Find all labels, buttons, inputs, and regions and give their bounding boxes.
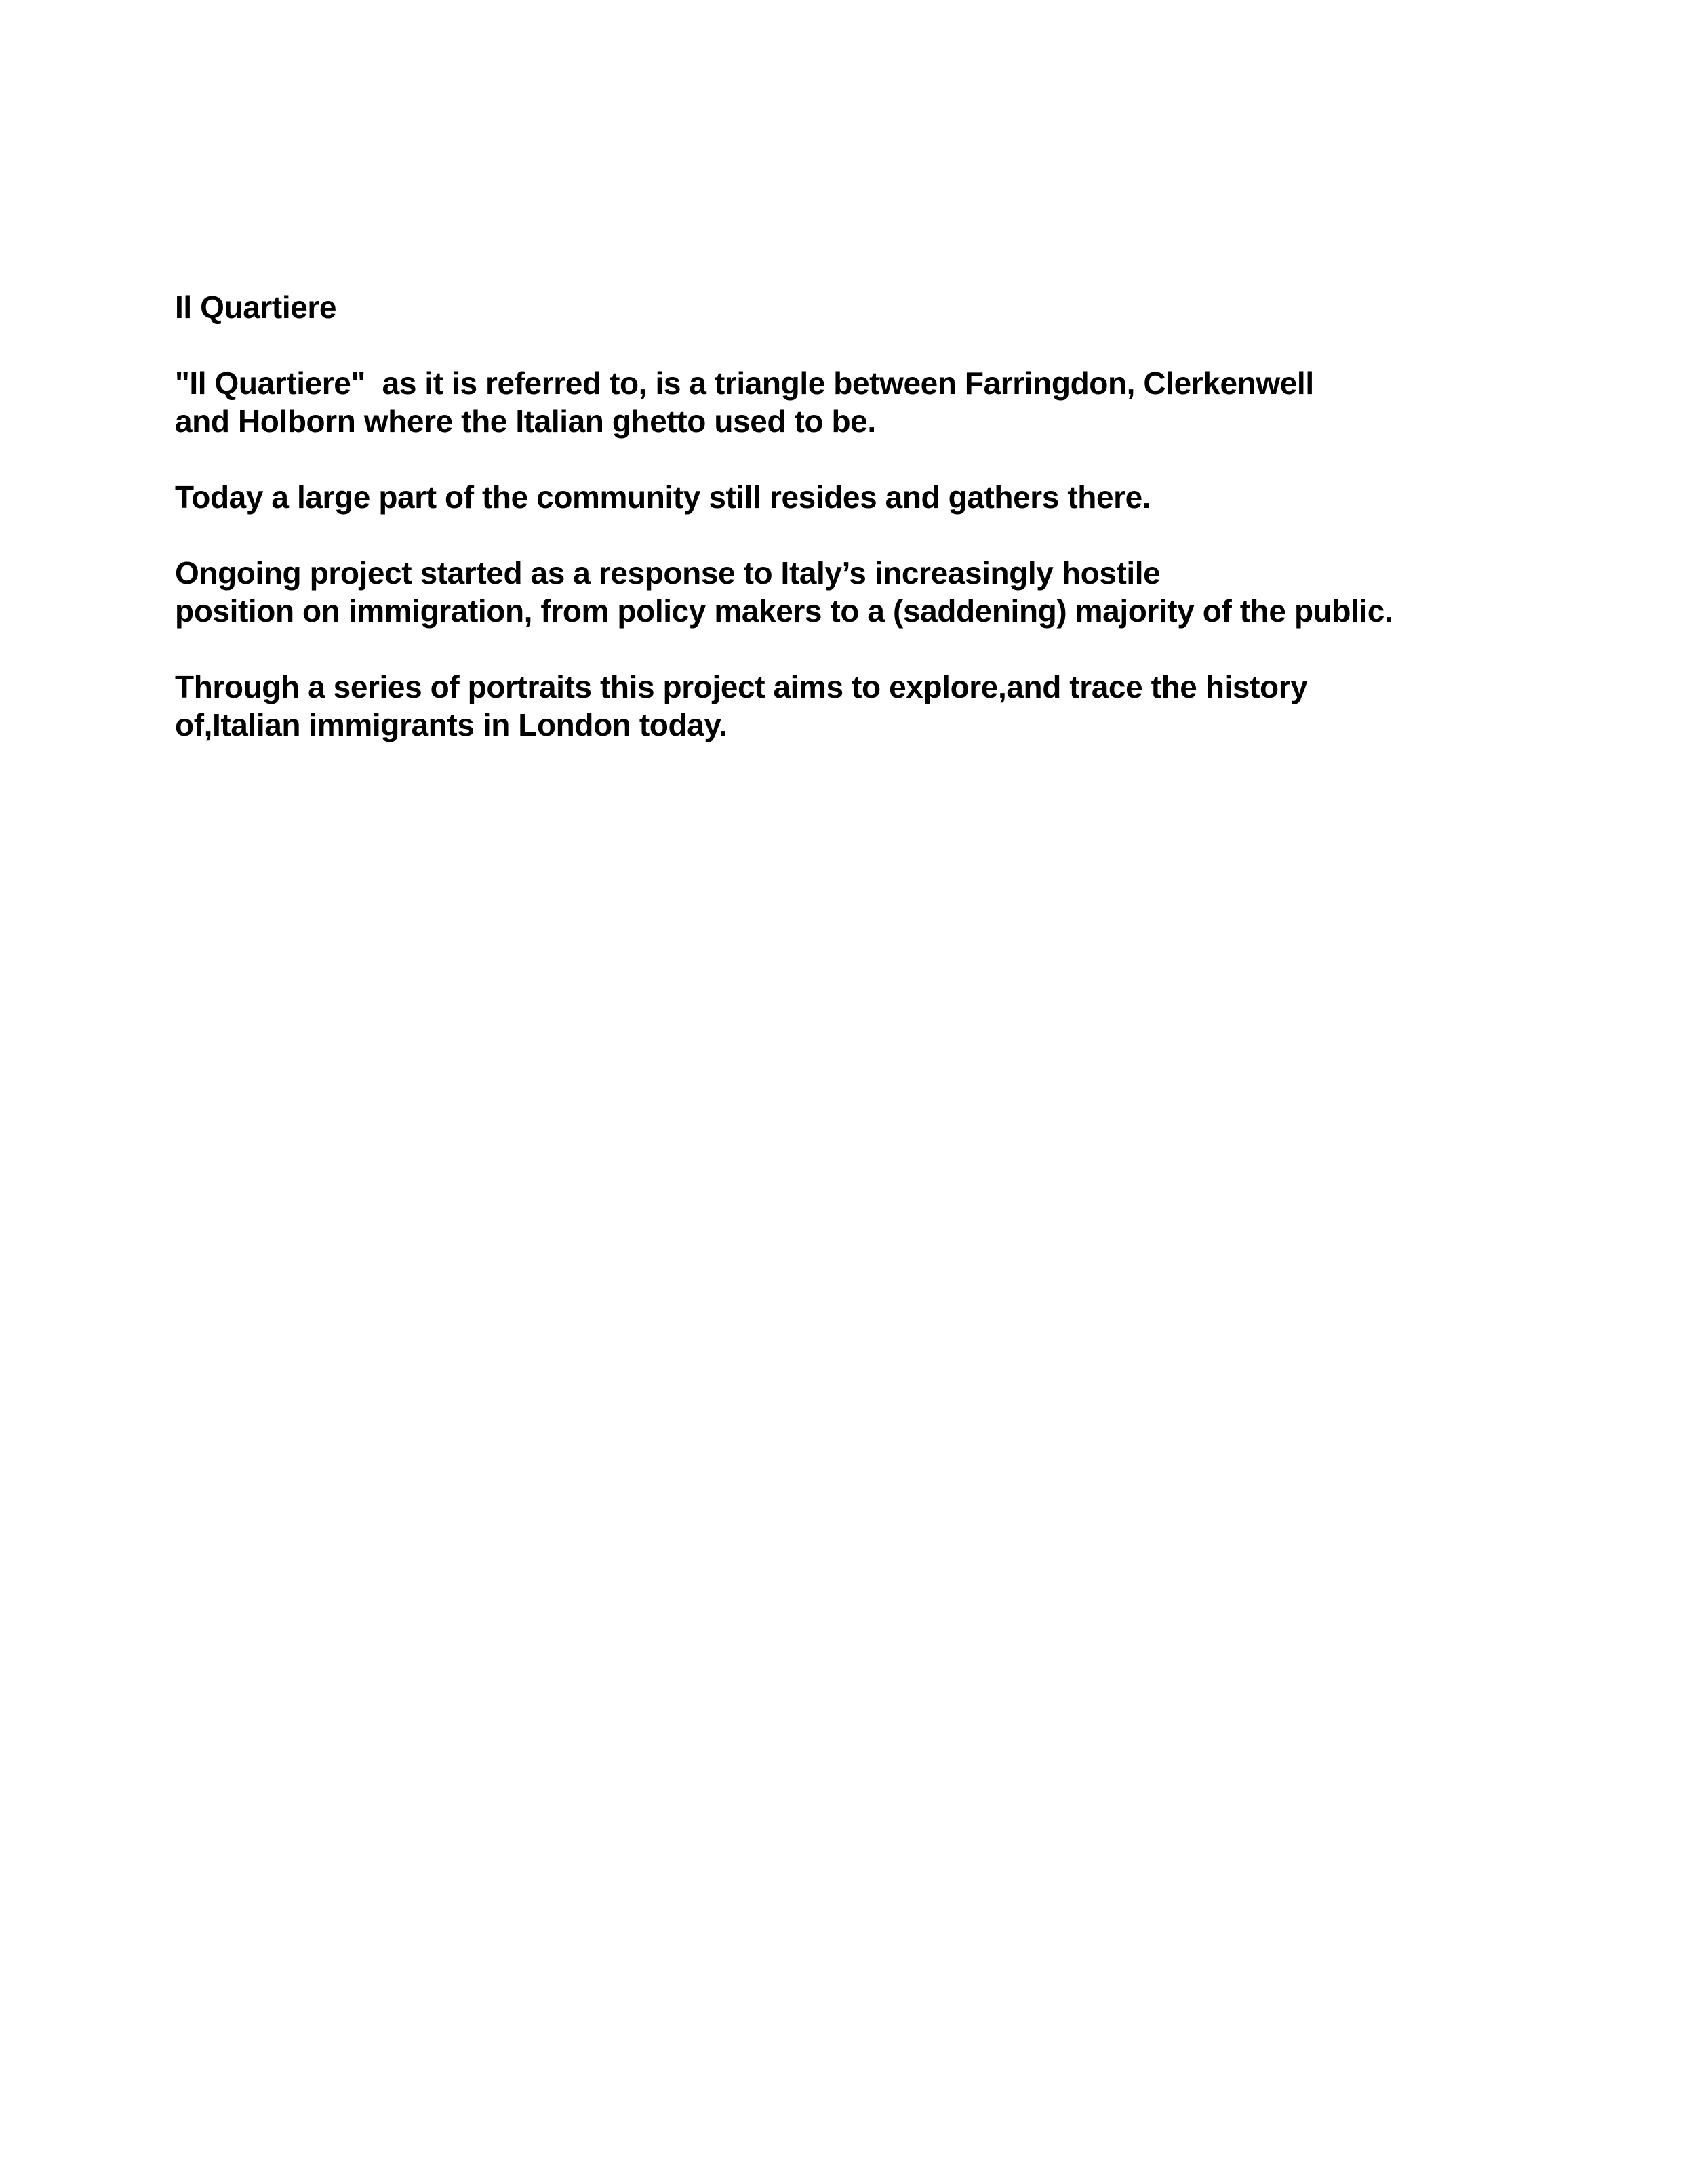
document-title: Il Quartiere [175,290,337,325]
paragraph-line: Today a large part of the community still resides and gathers there. [175,479,1151,515]
paragraph-line: and Holborn where the Italian ghetto used to be. [175,403,876,439]
paragraph-line: Ongoing project started as a response to Italy’s increasingly hostile [175,555,1161,591]
paragraph-line: position on immigration, from policy makers to a (saddening) majority of the public. [175,593,1393,629]
paragraph-project-aim [175,668,1599,744]
paragraph-line: Through a series of portraits this project aims to explore,and trace the history [175,669,1308,704]
paragraph-spacer [175,440,1599,478]
paragraph-spacer [175,516,1599,554]
document-body [175,288,1599,744]
paragraph-community [175,478,1599,516]
paragraph-spacer [175,326,1599,364]
paragraph-spacer [175,630,1599,668]
paragraph-line: "Il Quartiere" as it is referred to, is a triangle between Farringdon, Clerkenwell [175,365,1314,401]
paragraph-project-origin [175,554,1599,630]
paragraph-line: of,Italian immigrants in London today. [175,707,727,742]
paragraph-location [175,364,1599,440]
